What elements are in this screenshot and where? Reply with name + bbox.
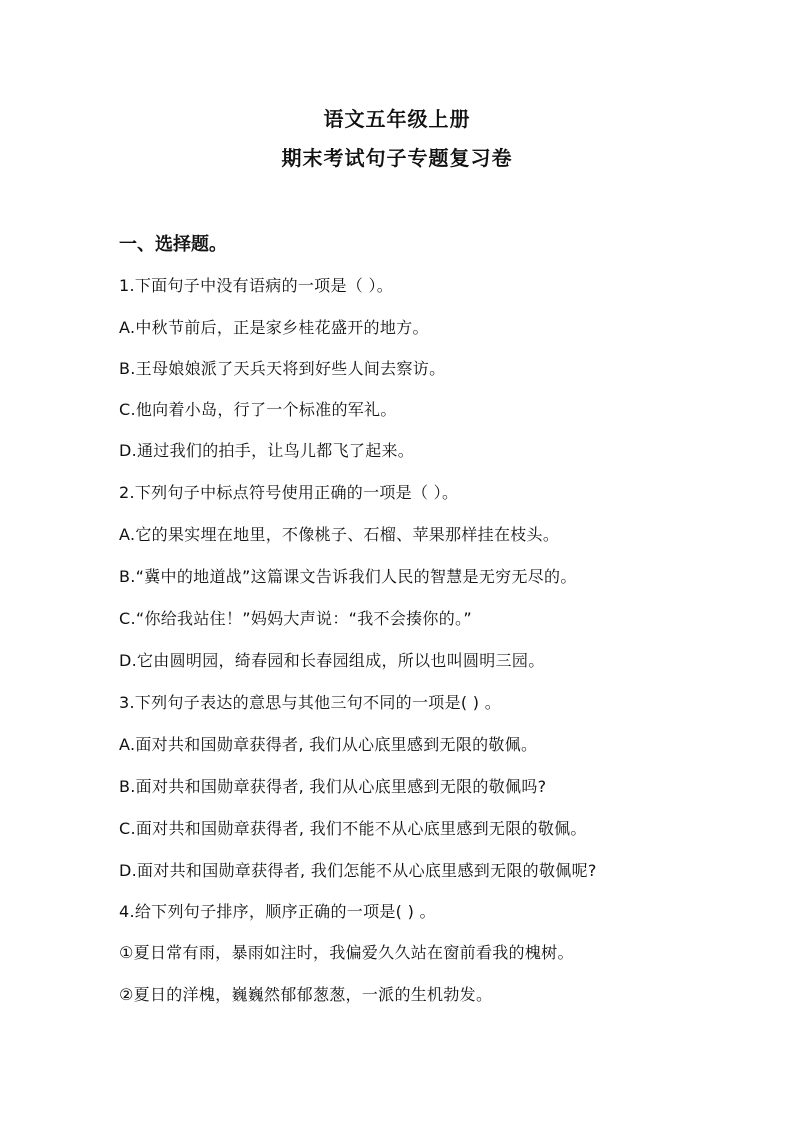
question-1-stem: 1.下面句子中没有语病的一项是（ ）。 xyxy=(119,276,394,295)
question-2-option-b: B.“冀中的地道战”这篇课文告诉我们人民的智慧是无穷无尽的。 xyxy=(119,567,577,586)
question-4-stem: 4.给下列句子排序，顺序正确的一项是( ) 。 xyxy=(119,902,436,921)
question-4-sentence-2: ②夏日的洋槐，巍巍然郁郁葱葱，一派的生机勃发。 xyxy=(119,985,493,1004)
question-2-stem: 2.下列句子中标点符号使用正确的一项是（ ）。 xyxy=(119,483,459,502)
question-1-option-c: C.他向着小岛，行了一个标准的军礼。 xyxy=(119,400,397,419)
question-3-option-d: D.面对共和国勋章获得者, 我们怎能不从心底里感到无限的敬佩呢? xyxy=(119,861,597,880)
question-1-option-a: A.中秋节前后，正是家乡桂花盛开的地方。 xyxy=(119,318,429,337)
question-4-sentence-1: ①夏日常有雨，暴雨如注时，我偏爱久久站在窗前看我的槐树。 xyxy=(119,943,574,962)
question-3-option-c: C.面对共和国勋章获得者, 我们不能不从心底里感到无限的敬佩。 xyxy=(119,819,587,838)
document-title: 语文五年级上册 xyxy=(323,107,471,131)
question-3-option-b: B.面对共和国勋章获得者, 我们从心底里感到无限的敬佩吗? xyxy=(119,777,547,796)
question-1-option-d: D.通过我们的拍手，让鸟儿都飞了起来。 xyxy=(119,441,415,460)
section-heading: 一、选择题。 xyxy=(119,234,227,255)
question-2-option-a: A.它的果实埋在地里，不像桃子、石榴、苹果那样挂在枝头。 xyxy=(119,525,560,544)
question-3-option-a: A.面对共和国勋章获得者, 我们从心底里感到无限的敬佩。 xyxy=(119,735,538,754)
question-1-option-b: B.王母娘娘派了天兵天将到好些人间去察访。 xyxy=(119,359,446,378)
document-subtitle: 期末考试句子专题复习卷 xyxy=(281,146,513,170)
question-3-stem: 3.下列句子表达的意思与其他三句不同的一项是( ) 。 xyxy=(119,693,502,712)
question-2-option-c: C.“你给我站住！”妈妈大声说：“我不会揍你的。” xyxy=(119,609,472,628)
question-2-option-d: D.它由圆明园，绮春园和长春园组成，所以也叫圆明三园。 xyxy=(119,651,545,670)
